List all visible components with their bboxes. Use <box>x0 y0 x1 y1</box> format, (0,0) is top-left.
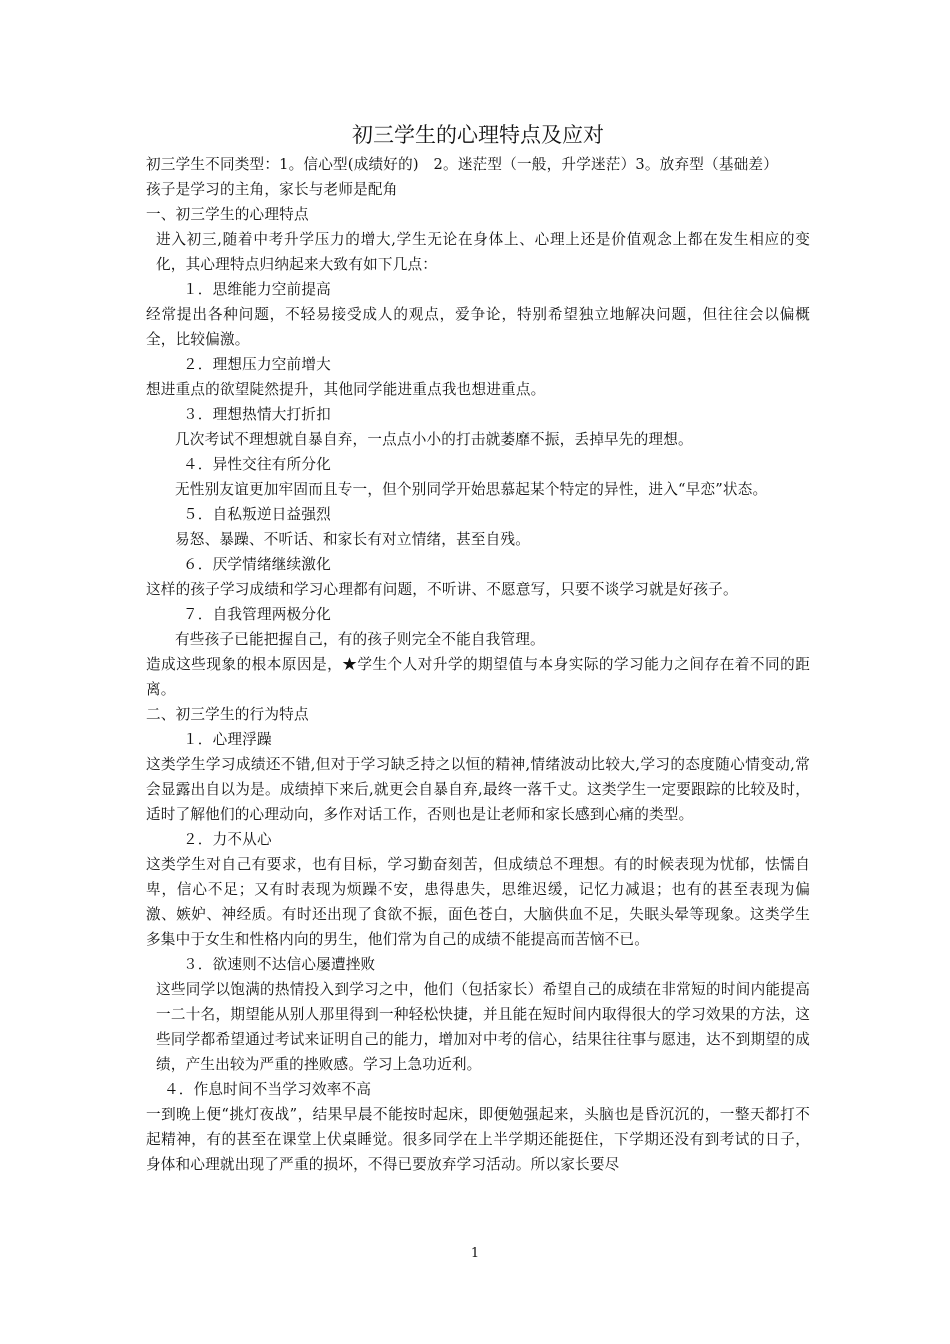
document-title: 初三学生的心理特点及应对 <box>352 123 604 147</box>
text-line: 一、初三学生的心理特点 <box>146 206 309 223</box>
paragraph: 这类学生对自己有要求，也有目标，学习勤奋刻苦，但成绩总不理想。有的时候表现为忧郁，怯懦自卑，信心不足；又有时表现为烦躁不安，患得患失，思维迟缓，记忆力减退；也有的甚至表现为偏激、嫉妒、神经质。有时还出现了食欲不振，面色苍白，大脑供血不足，失眠头晕等现象。这类学生多集中于女生和性格内向的男生，他们常为自己的成绩不能提高而苦恼不已。 <box>146 856 810 948</box>
text-line: ３．理想热情大打折扣 <box>183 406 331 423</box>
paragraph: 进入初三,随着中考升学压力的增大,学生无论在身体上、心理上还是价值观念上都在发生相应的变化，其心理特点归纳起来大致有如下几点： <box>156 231 810 273</box>
text-line: 二、初三学生的行为特点 <box>146 706 309 723</box>
text-line: ７．自我管理两极分化 <box>183 606 331 623</box>
text-line: 想进重点的欲望陡然提升，其他同学能进重点我也想进重点。 <box>146 381 546 398</box>
paragraph: 造成这些现象的根本原因是，★学生个人对升学的期望值与本身实际的学习能力之间存在着不同的距离。 <box>146 656 810 698</box>
text-line: ４．异性交往有所分化 <box>183 456 331 473</box>
text-line: ５．自私叛逆日益强烈 <box>183 506 331 523</box>
text-line: ４．作息时间不当学习效率不高 <box>164 1081 372 1098</box>
paragraph: 一到晚上便“挑灯夜战”，结果早晨不能按时起床，即便勉强起来，头脑也是昏沉沉的，一整天都打不起精神，有的甚至在课堂上伏桌睡觉。很多同学在上半学期还能挺住，下学期还没有到考试的日子，身体和心理就出现了严重的损坏，不得已要放弃学习活动。所以家长要尽 <box>146 1106 810 1173</box>
text-line: 几次考试不理想就自暴自弃，一点点小小的打击就萎靡不振，丢掉早先的理想。 <box>175 431 693 448</box>
text-line: 孩子是学习的主角，家长与老师是配角 <box>146 181 398 198</box>
paragraph: 经常提出各种问题，不轻易接受成人的观点，爱争论，特别希望独立地解决问题，但往往会以偏概全，比较偏激。 <box>146 306 810 348</box>
paragraph: 这些同学以饱满的热情投入到学习之中，他们（包括家长）希望自己的成绩在非常短的时间内能提高一二十名，期望能从别人那里得到一种轻松快捷，并且能在短时间内取得很大的学习效果的方法，这些同学都希望通过考试来证明自己的能力，增加对中考的信心，结果往往事与愿违，达不到期望的成绩，产生出较为严重的挫败感。学习上急功近利。 <box>156 981 810 1073</box>
text-line: ２．理想压力空前增大 <box>183 356 331 373</box>
text-line: １．思维能力空前提高 <box>183 281 331 298</box>
text-line: 初三学生不同类型：1。信心型(成绩好的) 2。迷茫型（一般，升学迷茫）3。放弃型（基础差） <box>146 156 778 173</box>
text-line: ２．力不从心 <box>183 831 272 848</box>
page-number: 1 <box>470 1246 480 1261</box>
text-line: １．心理浮躁 <box>183 731 272 748</box>
text-line: 易怒、暴躁、不听话、和家长有对立情绪，甚至自残。 <box>175 531 531 548</box>
text-line: ６．厌学情绪继续激化 <box>183 556 331 573</box>
text-line: ３．欲速则不达信心屡遭挫败 <box>183 956 376 973</box>
paragraph: 这类学生学习成绩还不错,但对于学习缺乏持之以恒的精神,情绪波动比较大,学习的态度随心情变动,常会显露出自以为是。成绩掉下来后,就更会自暴自弃,最终一落千丈。这类学生一定要跟踪的比较及时，适时了解他们的心理动向，多作对话工作，否则也是让老师和家长感到心痛的类型。 <box>146 756 810 823</box>
document-text <box>146 152 810 1177</box>
text-line: 有些孩子已能把握自己，有的孩子则完全不能自我管理。 <box>175 631 545 648</box>
paragraph: 无性别友谊更加牢固而且专一，但个别同学开始思慕起某个特定的异性，进入“早恋”状态。 <box>175 481 768 498</box>
text-line: 这样的孩子学习成绩和学习心理都有问题，不听讲、不愿意写，只要不谈学习就是好孩子。 <box>146 581 738 598</box>
document-body <box>146 118 810 1177</box>
